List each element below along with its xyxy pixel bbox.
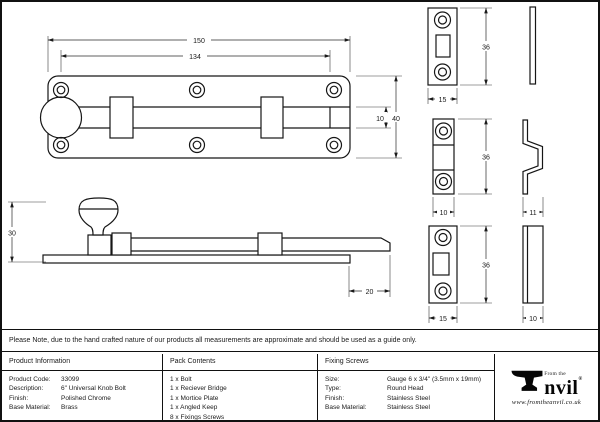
dim-label-bridge-side-11: 11 xyxy=(529,210,537,217)
fixing-screws-cell xyxy=(318,354,495,421)
brand-website: www.fromtheanvil.co.uk xyxy=(511,399,582,407)
guide-bracket xyxy=(261,97,283,138)
guide-bracket xyxy=(110,97,133,138)
receiver-bridge-front-view xyxy=(433,119,493,217)
dim-label-bridge-36: 36 xyxy=(482,154,490,162)
list-item: 1 x Mortice Plate xyxy=(170,394,219,402)
table-row xyxy=(9,384,162,394)
knob-side xyxy=(79,198,118,235)
row-value: Stainless Steel xyxy=(387,394,430,402)
mortice-plate-front-view xyxy=(428,8,493,104)
knob-plan xyxy=(41,97,82,138)
row-label: Type: xyxy=(325,385,341,392)
registered-mark: ® xyxy=(578,377,583,383)
dim-label-mortice-15: 15 xyxy=(438,97,447,104)
dim-label-150: 150 xyxy=(193,38,205,45)
table-row xyxy=(325,375,494,385)
fixing-screws-header: Fixing Screws xyxy=(318,354,494,371)
anvil-icon xyxy=(510,367,544,398)
dim-label-30: 30 xyxy=(8,230,16,238)
row-value: Brass xyxy=(61,404,78,411)
product-information-header: Product Information xyxy=(2,354,162,371)
table-row xyxy=(325,384,494,394)
brand-logo-cell xyxy=(495,354,598,421)
dim-label-10: 10 xyxy=(376,116,384,123)
dim-label-20: 20 xyxy=(365,289,374,296)
guide-bracket xyxy=(258,233,282,255)
list-item: 1 x Angled Keep xyxy=(170,404,218,411)
plan-view xyxy=(41,35,404,158)
product-info-table xyxy=(2,354,598,421)
row-label: Finish: xyxy=(325,394,345,402)
list-item: 8 x Fixings Screws xyxy=(170,413,225,421)
pack-contents-cell xyxy=(163,354,318,421)
row-label: Base Material: xyxy=(9,404,51,411)
row-label: Product Code: xyxy=(9,375,51,383)
dim-label-keep-side-10: 10 xyxy=(529,316,537,323)
dim-label-keep-15: 15 xyxy=(439,316,447,323)
table-row xyxy=(325,403,494,413)
row-value: Stainless Steel xyxy=(387,404,430,411)
row-value: Gauge 6 x 3/4" (3.5mm x 19mm) xyxy=(387,375,482,383)
brand-tagline: From the xyxy=(544,370,566,377)
brand-logo xyxy=(510,367,583,398)
list-item: 1 x Bolt xyxy=(170,375,192,383)
row-label: Base Material: xyxy=(325,404,367,411)
table-row xyxy=(325,394,494,404)
dim-label-mortice-36: 36 xyxy=(482,44,490,52)
angled-keep-side-view xyxy=(523,226,543,323)
note-bar: Please Note, due to the hand crafted nature of our products all measurements are approximate and should be used as a guide only. xyxy=(2,329,598,352)
row-value: 6" Universal Knob Bolt xyxy=(61,385,126,392)
guide-bracket xyxy=(112,233,131,255)
row-label: Finish: xyxy=(9,394,29,402)
table-row xyxy=(9,394,162,404)
dim-label-keep-36: 36 xyxy=(482,262,490,270)
brand-name: nvil xyxy=(544,377,579,400)
row-label: Description: xyxy=(9,385,44,392)
technical-drawing xyxy=(2,2,598,329)
pack-contents-header: Pack Contents xyxy=(163,354,317,371)
product-information-cell xyxy=(2,354,163,421)
row-value: 33099 xyxy=(61,375,80,383)
row-value: Polished Chrome xyxy=(61,394,111,402)
mortice-plate-side-view xyxy=(530,7,536,84)
side-view xyxy=(5,198,390,297)
list-item: 1 x Reciever Bridge xyxy=(170,385,227,392)
knob-collar xyxy=(88,235,111,255)
row-value: Round Head xyxy=(387,385,424,392)
receiver-bridge-side-view xyxy=(523,120,543,217)
dim-label-40: 40 xyxy=(392,116,400,123)
table-row xyxy=(9,403,162,413)
dim-label-134: 134 xyxy=(189,54,201,61)
dim-label-bridge-10: 10 xyxy=(439,210,448,217)
row-label: Size: xyxy=(325,375,340,383)
angled-keep-front-view xyxy=(429,226,493,323)
table-row xyxy=(9,375,162,385)
